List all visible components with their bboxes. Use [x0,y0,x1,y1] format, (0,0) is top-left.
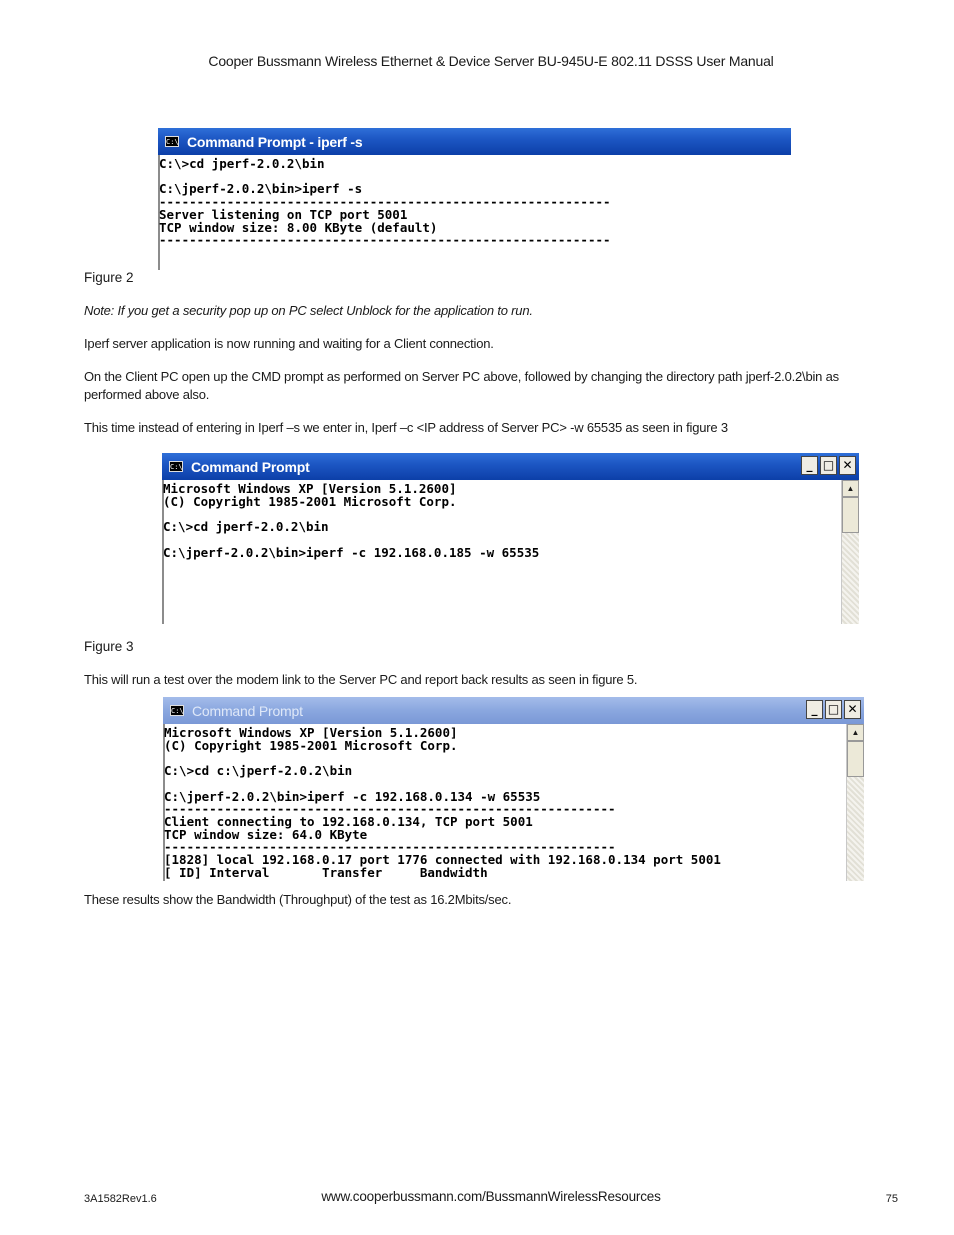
figure-3-title-bar [162,453,859,480]
scroll-thumb[interactable] [842,497,859,533]
footer-url: www.cooperbussmann.com/BussmannWirelessResources [321,1189,661,1204]
close-icon[interactable]: ✕ [839,456,856,475]
paragraph-results: These results show the Bandwidth (Throughput) of the test as 16.2Mbits/sec. [84,892,512,907]
paragraph-test-run: This will run a test over the modem link to the Server PC and report back results as seen in figure 5. [84,672,638,687]
figure-2-window-title: Command Prompt - iperf -s [187,133,363,150]
page-header: Cooper Bussmann Wireless Ethernet & Device Server BU-945U-E 802.11 DSSS User Manual [208,53,774,69]
minimize-icon[interactable]: _ [806,700,823,719]
command-prompt-icon: C:\ [166,138,179,146]
command-prompt-icon: C:\ [170,463,183,471]
figure-3-command-prompt-window [162,453,859,624]
figure-2-console-output: C:\>cd jperf-2.0.2\bin C:\jperf-2.0.2\bin>iperf -s ------------------------------------------------------------ Server listening on TCP port 5001 TCP window size: 8.00 KByte (default) ------------------------------------------------------------ [159,156,611,248]
scroll-up-arrow-icon[interactable]: ▲ [847,724,864,741]
page-number: 75 [885,1193,898,1205]
scroll-up-arrow-icon[interactable]: ▲ [842,480,859,497]
figure-2-title-bar [158,128,791,155]
maximize-icon[interactable]: □ [825,700,842,719]
figure-5-window-title: Command Prompt [192,702,303,719]
vertical-scrollbar[interactable] [841,480,859,624]
figure-3-caption: Figure 3 [84,639,134,654]
paragraph-iperf-command: This time instead of entering in Iperf –s we enter in, Iperf –c <IP address of Server PC> -w 65535 as seen in figure 3 [84,420,728,435]
security-note: Note: If you get a security pop up on PC select Unblock for the application to run. [84,303,533,318]
figure-3-console-output: Microsoft Windows XP [Version 5.1.2600] (C) Copyright 1985-2001 Microsoft Corp. C:\>cd jperf-2.0.2\bin C:\jperf-2.0.2\bin>iperf -c 192.168.0.185 -w 65535 [163,481,540,560]
maximize-icon[interactable]: □ [820,456,837,475]
vertical-scrollbar[interactable] [846,724,864,881]
figure-2-caption: Figure 2 [84,270,134,285]
command-prompt-icon: C:\ [171,707,184,715]
figure-5-console-output: Microsoft Windows XP [Version 5.1.2600] (C) Copyright 1985-2001 Microsoft Corp. C:\>cd c:\jperf-2.0.2\bin C:\jperf-2.0.2\bin>iperf -c 192.168.0.134 -w 65535 ------------------------------------------------------------ Client connecting to 192.168.0.134, TCP port 5001 TCP window size: 64.0 KByte ------------------------------------------------------------ [1828] local 192.168.0.17 port 1776 connected with 192.168.0.134 port 5001 [ ID] Interval Transfer Bandwidth [164,725,721,880]
scroll-thumb[interactable] [847,741,864,777]
window-controls [801,456,856,475]
figure-2-command-prompt-window [158,128,791,270]
figure-5-title-bar [163,697,864,724]
document-id: 3A1582Rev1.6 [84,1193,157,1205]
window-controls [806,700,861,719]
figure-3-window-title: Command Prompt [191,458,310,475]
paragraph-client-pc: On the Client PC open up the CMD prompt as performed on Server PC above, followed by changing the directory path jperf-2.0.2\bin as performed above also. [84,369,839,402]
minimize-icon[interactable]: _ [801,456,818,475]
close-icon[interactable]: ✕ [844,700,861,719]
figure-5-command-prompt-window [163,697,864,881]
paragraph-server-running: Iperf server application is now running and waiting for a Client connection. [84,336,494,351]
